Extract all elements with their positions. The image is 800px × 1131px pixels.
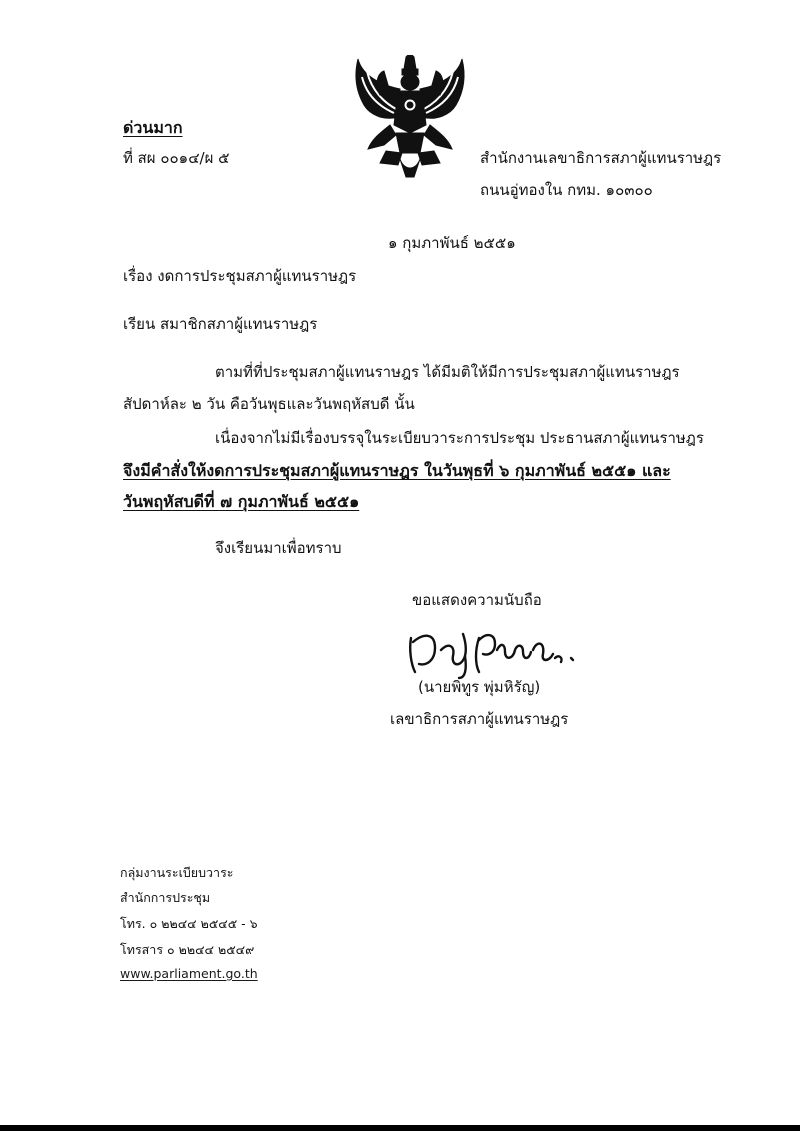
closing-line: จึงเรียนมาเพื่อทราบ <box>215 539 342 557</box>
office-name: สำนักงานเลขาธิการสภาผู้แทนราษฎร <box>480 149 722 167</box>
office-address: ถนนอู่ทองใน กทม. ๑๐๓๐๐ <box>480 181 653 199</box>
body-paragraph-1-line-1: ตามที่ที่ประชุมสภาผู้แทนราษฎร ได้มีมติให้มีการประชุมสภาผู้แทนราษฎร <box>215 363 680 381</box>
signatory-position: เลขาธิการสภาผู้แทนราษฎร <box>390 710 569 728</box>
signatory-name: (นายพิทูร พุ่มหิรัญ) <box>418 678 541 696</box>
body-paragraph-2-line-3: วันพฤหัสบดีที่ ๗ กุมภาพันธ์ ๒๕๕๑ <box>123 492 360 511</box>
footer-telephone: โทร. ๐ ๒๒๔๔ ๒๕๔๕ - ๖ <box>120 916 258 931</box>
footer-unit: กลุ่มงานระเบียบวาระ <box>120 865 234 880</box>
body-paragraph-2-line-1: เนื่องจากไม่มีเรื่องบรรจุในระเบียบวาระการประชุม ประธานสภาผู้แทนราษฎร <box>215 429 704 447</box>
scan-bottom-edge <box>0 1125 800 1131</box>
footer-fax: โทรสาร ๐ ๒๒๔๔ ๒๕๔๙ <box>120 942 255 957</box>
footer-website-link[interactable]: www.parliament.go.th <box>120 966 258 981</box>
regards-line: ขอแสดงความนับถือ <box>412 591 542 609</box>
reference-number: ที่ สผ ๐๐๑๔/ผ ๕ <box>123 149 230 167</box>
subject-line: เรื่อง งดการประชุมสภาผู้แทนราษฎร <box>123 267 357 285</box>
salutation-line: เรียน สมาชิกสภาผู้แทนราษฎร <box>123 315 318 333</box>
body-paragraph-1-line-2: สัปดาห์ละ ๒ วัน คือวันพุธและวันพฤหัสบดี นั้น <box>123 395 415 413</box>
footer-bureau: สำนักการประชุม <box>120 890 211 905</box>
urgency-label: ด่วนมาก <box>123 118 183 137</box>
garuda-emblem-icon <box>350 55 470 180</box>
handwritten-signature <box>405 620 585 680</box>
letter-date: ๑ กุมภาพันธ์ ๒๕๕๑ <box>388 234 516 252</box>
body-paragraph-2-line-2: จึงมีคำสั่งให้งดการประชุมสภาผู้แทนราษฎร ในวันพุธที่ ๖ กุมภาพันธ์ ๒๕๕๑ และ <box>123 461 671 480</box>
